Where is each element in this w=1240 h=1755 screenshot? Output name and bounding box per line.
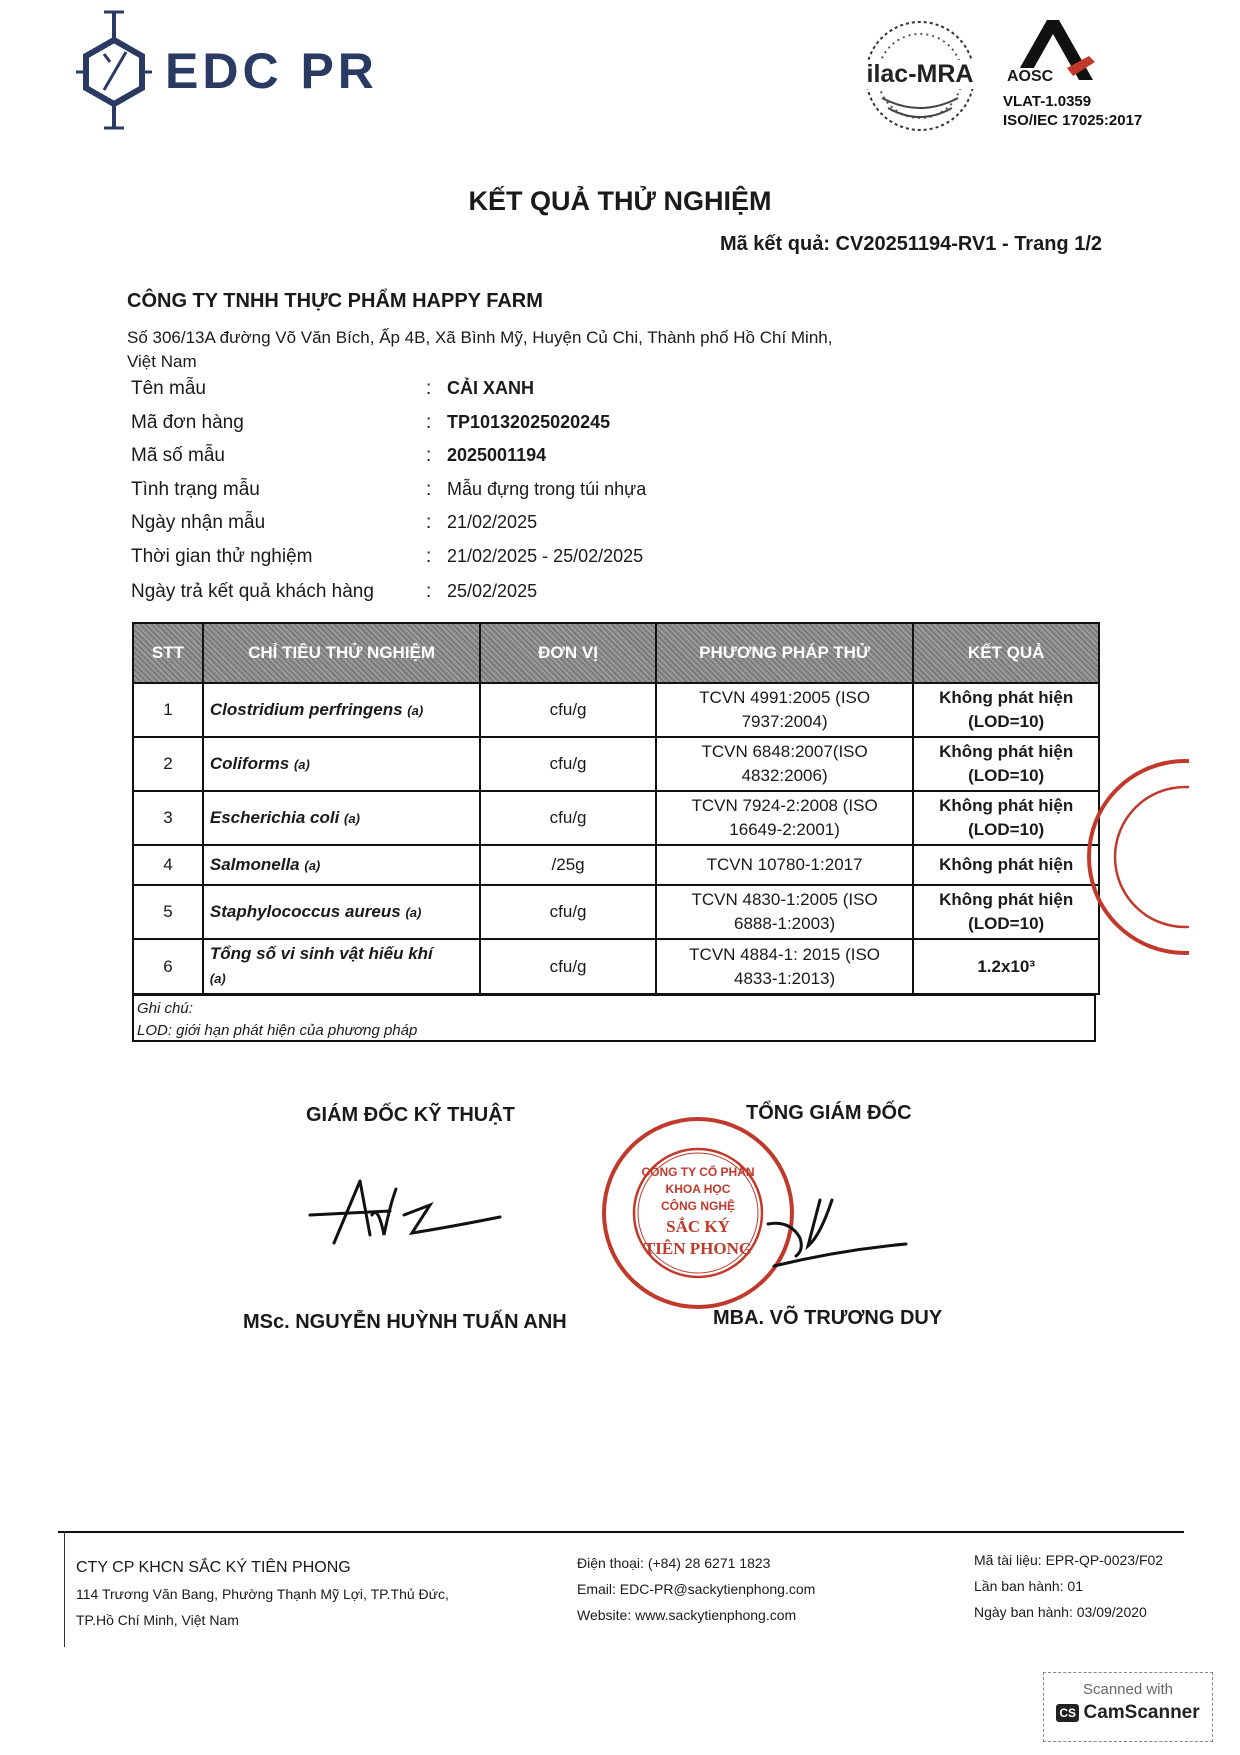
footer-address-1: 114 Trương Văn Bang, Phường Thạnh Mỹ Lợi, TP.Thủ Đức, (76, 1586, 449, 1602)
table-header-row (133, 623, 1099, 683)
partial-stamp (1085, 752, 1189, 962)
method-line: 7937:2004) (741, 712, 828, 731)
test-name: Escherichia coli (209, 807, 340, 827)
result-code: Mã kết quả: CV20251194-RV1 - Trang 1/2 (719, 233, 1102, 255)
info-colon: : (426, 412, 432, 433)
method-line: TCVN 6848:2007(ISO (701, 742, 868, 761)
left-signer-name: MSc. NGUYỄN HUỲNH TUẤN ANH (243, 1311, 567, 1333)
footer-left-border (64, 1531, 65, 1647)
table-row (133, 845, 1099, 885)
table-row (133, 939, 1099, 994)
seal-line-4: SẮC KÝ (666, 1217, 730, 1236)
table-row (133, 737, 1099, 791)
test-name: Clostridium perfringens (209, 699, 403, 719)
cell-test-name (203, 791, 480, 845)
cell-stt: 3 (133, 791, 203, 845)
cell-result (913, 791, 1099, 845)
info-colon: : (426, 479, 432, 500)
left-signature-title: GIÁM ĐỐC KỸ THUẬT (306, 1104, 515, 1126)
info-label: Thời gian thử nghiệm (131, 546, 313, 567)
table-row (133, 791, 1099, 845)
scanner-label: Scanned with (1082, 1681, 1174, 1698)
method-line: TCVN 4884-1: 2015 (ISO (689, 944, 881, 964)
info-colon: : (426, 581, 432, 602)
cell-test-name (203, 939, 480, 994)
company-logo (74, 10, 154, 130)
column-header: CHỈ TIÊU THỬ NGHIỆM (203, 623, 480, 683)
ilac-mra-badge (862, 18, 978, 134)
customer-address: Số 306/13A đường Võ Văn Bích, Ấp 4B, Xã Bình Mỹ, Huyện Củ Chi, Thành phố Hồ Chí Minh, Việt Nam (127, 328, 833, 371)
logo-text: EDC PR (165, 43, 378, 99)
result-line: Không phát hiện (939, 796, 1074, 815)
customer-company: CÔNG TY TNHH THỰC PHẨM HAPPY FARM (127, 290, 543, 312)
method-line: 4833-1:2013) (734, 968, 836, 988)
column-header: PHƯƠNG PHÁP THỬ (656, 623, 914, 683)
camscanner-watermark (1043, 1672, 1213, 1742)
test-name: Tổng số vi sinh vật hiếu khí (209, 944, 433, 963)
cell-stt: 1 (133, 683, 203, 737)
info-value: 2025001194 (447, 445, 547, 465)
cell-result (913, 683, 1099, 737)
right-signer-name: MBA. VÕ TRƯƠNG DUY (713, 1307, 943, 1329)
seal-line-2: KHOA HỌC (665, 1182, 731, 1196)
cell-method (656, 683, 914, 737)
method-line: TCVN 7924-2:2008 (ISO (691, 796, 878, 815)
info-label: Tình trạng mẫu (131, 479, 260, 500)
left-signature (300, 1175, 510, 1255)
footer-contact-block (577, 1550, 815, 1628)
notes-box (132, 994, 1096, 1042)
result-line: (LOD=10) (968, 712, 1045, 731)
footer-doc-code: Mã tài liệu: EPR-QP-0023/F02 (974, 1552, 1164, 1568)
seal-line-1: CÔNG TY CỔ PHẦN (641, 1165, 755, 1179)
cell-stt: 5 (133, 885, 203, 939)
cell-method (656, 737, 914, 791)
info-label: Ngày trả kết quả khách hàng (131, 581, 374, 602)
cell-test-name (203, 737, 480, 791)
method-line: TCVN 4830-1:2005 (ISO (691, 890, 878, 909)
test-mark: (a) (209, 971, 226, 986)
scanner-brand: CamScanner (1083, 1702, 1200, 1723)
cell-unit: cfu/g (480, 885, 656, 939)
ilac-label: ilac-MRA (862, 60, 978, 89)
aosc-label: AOSC (1007, 68, 1054, 85)
cell-test-name (203, 845, 480, 885)
result-line: Không phát hiện (939, 890, 1074, 909)
cell-method (656, 939, 914, 994)
cell-unit: cfu/g (480, 683, 656, 737)
info-colon: : (426, 512, 432, 533)
info-value: Mẫu đựng trong túi nhựa (447, 479, 647, 499)
document-title: KẾT QUẢ THỬ NGHIỆM (468, 186, 772, 216)
right-signature-title: TỔNG GIÁM ĐỐC (746, 1102, 912, 1124)
method-line: TCVN 4991:2005 (ISO (699, 688, 871, 707)
cell-unit: /25g (480, 845, 656, 885)
cell-result (913, 845, 1099, 885)
seal-line-5: TIÊN PHONG (643, 1239, 753, 1258)
cell-stt: 4 (133, 845, 203, 885)
footer-company-block (76, 1555, 449, 1633)
cell-unit: cfu/g (480, 737, 656, 791)
result-line: 1.2x10³ (977, 956, 1035, 976)
cell-method (656, 845, 914, 885)
test-mark: (a) (293, 756, 310, 772)
info-value: TP10132025020245 (447, 412, 611, 432)
info-label: Ngày nhận mẫu (131, 512, 266, 533)
test-name: Staphylococcus aureus (209, 901, 401, 921)
notes-title: Ghi chú: (137, 1000, 193, 1017)
footer-doc-block (974, 1547, 1163, 1625)
test-mark: (a) (405, 904, 422, 920)
iso-standard: ISO/IEC 17025:2017 (1003, 112, 1143, 129)
method-line: 4832:2006) (741, 766, 828, 785)
info-value: 21/02/2025 - 25/02/2025 (447, 546, 644, 566)
info-colon: : (426, 546, 432, 567)
footer-issue-date: Ngày ban hành: 03/09/2020 (974, 1604, 1147, 1620)
footer-website: Website: www.sackytienphong.com (577, 1607, 797, 1623)
method-line: 6888-1:2003) (734, 914, 836, 933)
table-row (133, 885, 1099, 939)
result-line: (LOD=10) (968, 820, 1045, 839)
result-line: Không phát hiện (939, 688, 1074, 707)
cell-unit: cfu/g (480, 791, 656, 845)
test-mark: (a) (407, 702, 424, 718)
results-table (132, 622, 1100, 995)
cell-stt: 2 (133, 737, 203, 791)
cell-method (656, 791, 914, 845)
result-line: (LOD=10) (968, 766, 1045, 785)
method-line: TCVN 10780-1:2017 (706, 855, 863, 874)
cell-method (656, 885, 914, 939)
cell-test-name (203, 683, 480, 737)
result-line: Không phát hiện (939, 855, 1074, 874)
cell-test-name (203, 885, 480, 939)
column-header: KẾT QUẢ (913, 623, 1099, 683)
partial-stamp-icon (1085, 752, 1189, 962)
info-colon: : (426, 445, 432, 466)
footer-phone: Điện thoại: (+84) 28 6271 1823 (577, 1555, 771, 1571)
footer-email: Email: EDC-PR@sackytienphong.com (577, 1581, 816, 1597)
scanner-brand-row (1044, 1702, 1212, 1724)
result-line: Không phát hiện (939, 742, 1074, 761)
info-label: Tên mẫu (131, 378, 206, 399)
cell-unit: cfu/g (480, 939, 656, 994)
table-row (133, 683, 1099, 737)
camscanner-icon: CS (1056, 1704, 1079, 1722)
aosc-badge (1005, 16, 1101, 88)
method-line: 16649-2:2001) (729, 820, 840, 839)
column-header: STT (133, 623, 203, 683)
cell-result (913, 885, 1099, 939)
cell-result (913, 737, 1099, 791)
footer-divider (58, 1531, 1184, 1533)
notes-lod: LOD: giới hạn phát hiện của phương pháp (137, 1022, 418, 1039)
info-colon: : (426, 378, 432, 399)
info-value: CẢI XANH (447, 378, 535, 398)
footer-edition: Lần ban hành: 01 (974, 1578, 1083, 1594)
accreditation-code: VLAT-1.0359 (1003, 93, 1092, 110)
cell-stt: 6 (133, 939, 203, 994)
test-name: Salmonella (209, 854, 300, 874)
test-mark: (a) (304, 857, 321, 873)
right-signature (760, 1180, 910, 1280)
info-label: Mã đơn hàng (131, 412, 244, 433)
result-line: (LOD=10) (968, 914, 1045, 933)
logo-hexagon-icon (74, 10, 154, 130)
info-label: Mã số mẫu (131, 445, 225, 466)
footer-company: CTY CP KHCN SẮC KÝ TIÊN PHONG (76, 1559, 351, 1576)
info-value: 21/02/2025 (447, 512, 538, 532)
cell-result (913, 939, 1099, 994)
test-name: Coliforms (209, 753, 290, 773)
test-mark: (a) (344, 810, 360, 826)
footer-address-2: TP.Hồ Chí Minh, Việt Nam (76, 1612, 239, 1628)
column-header: ĐƠN VỊ (480, 623, 656, 683)
seal-line-3: CÔNG NGHỆ (660, 1199, 735, 1213)
info-value: 25/02/2025 (447, 581, 538, 601)
